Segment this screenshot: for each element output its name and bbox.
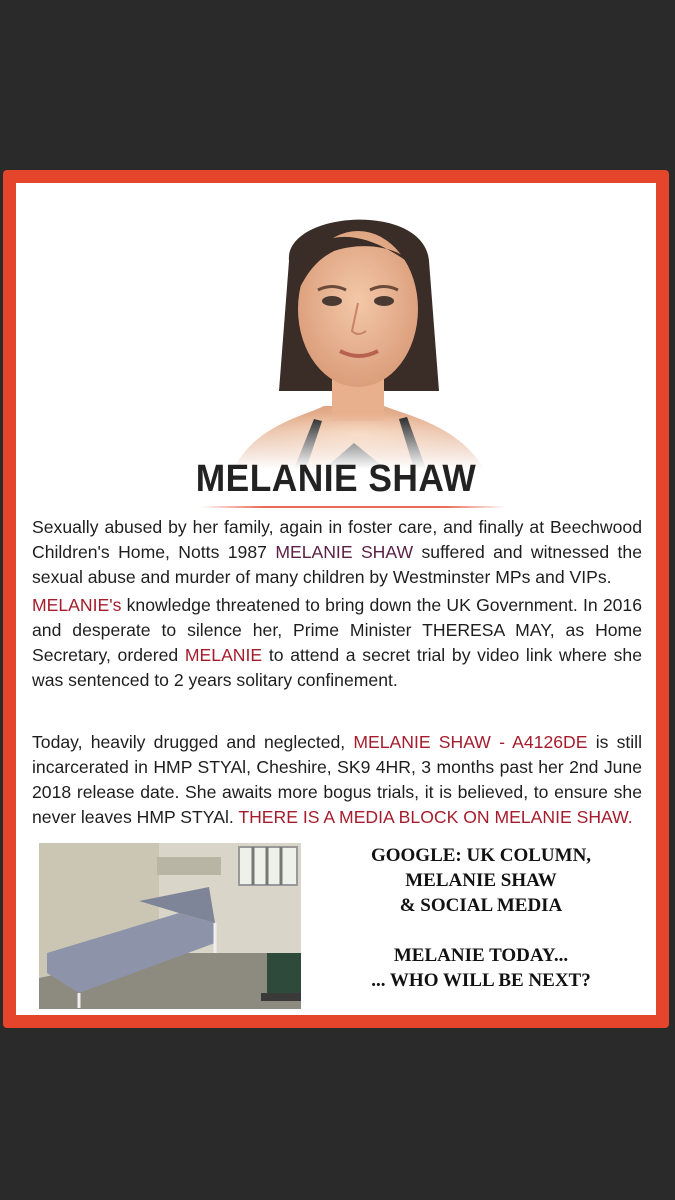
portrait-photo [214, 191, 494, 469]
side-line-1: GOOGLE: UK COLUMN, [370, 845, 592, 866]
headline-underline [201, 506, 506, 508]
cell-photo [39, 843, 301, 1009]
side-line-5: ... WHO WILL BE NEXT? [371, 970, 591, 991]
side-line-4: MELANIE TODAY... [393, 945, 569, 966]
paragraph-1: Sexually abused by her family, again in foster care, and finally at Beechwood Children's Home, Notts 1987 MELANIE SHAW suffered and witnessed the sexual abuse and murder of many children by Westminster MPs and VIPs. [32, 517, 642, 587]
side-line-3: & SOCIAL MEDIA [399, 895, 563, 916]
side-callout [316, 843, 646, 993]
poster [3, 170, 669, 1028]
paragraph-3: Today, heavily drugged and neglected, MELANIE SHAW - A4126DE is still incarcerated in HMP STYAl, Cheshire, SK9 4HR, 3 months past her 2nd June 2018 release date. She awaits more bogus trials, it is believed, to ensure she never leaves HMP STYAl. THERE IS A MEDIA BLOCK ON MELANIE SHAW. [32, 732, 642, 827]
paragraph-2: MELANIE's knowledge threatened to bring down the UK Government. In 2016 and desperate to silence her, Prime Minister THERESA MAY, as Home Secretary, ordered MELANIE to attend a secret trial by video link where she was sentenced to 2 years solitary confinement. [32, 595, 642, 690]
side-line-2: MELANIE SHAW [405, 870, 557, 891]
headline-name: MELANIE SHAW [195, 458, 477, 500]
